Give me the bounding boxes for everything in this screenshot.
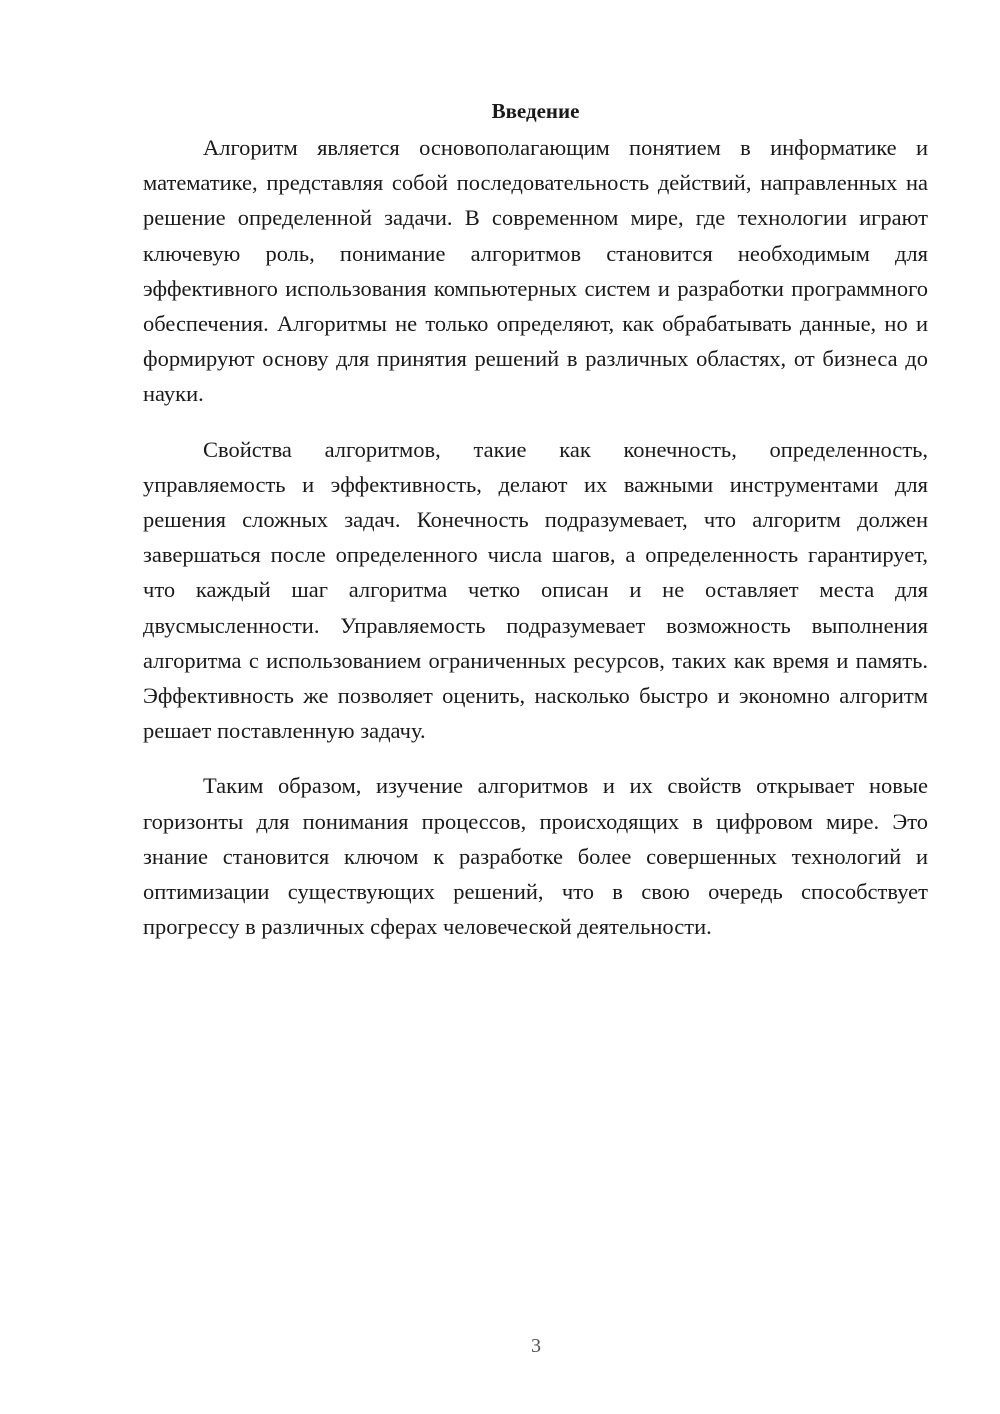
page-number: 3: [531, 1335, 541, 1357]
paragraph-conclusion: Таким образом, изучение алгоритмов и их свойств открывает новые горизонты для понимания процессов, происходящих в цифровом мире. Это знание становится ключом к разработке более совершенных технологий и оптимизации существующих решений, что в свою очередь способствует прогрессу в различных сферах человеческой деятельности.: [143, 773, 928, 940]
paragraph-properties: Свойства алгоритмов, такие как конечность, определенность, управляемость и эффективность, делают их важными инструментами для решения сложных задач. Конечность подразумевает, что алгоритм должен завершаться после определенного числа шагов, а определенность гарантирует, что каждый шаг алгоритма четко описан и не оставляет места для двусмысленности. Управляемость подразумевает возможность выполнения алгоритма с использованием ограниченных ресурсов, таких как время и память. Эффективность же позволяет оценить, насколько быстро и экономно алгоритм решает поставленную задачу.: [143, 436, 928, 744]
page-body: [143, 96, 928, 964]
paragraph-intro: Алгоритм является основополагающим понятием в информатике и математике, представляя собой последовательность действий, направленных на решение определенной задачи. В современном мире, где технологии играют ключевую роль, понимание алгоритмов становится необходимым для эффективного использования компьютерных систем и разработки программного обеспечения. Алгоритмы не только определяют, как обрабатывать данные, но и формируют основу для принятия решений в различных областях, от бизнеса до науки.: [143, 135, 928, 407]
page-title: Введение: [491, 99, 580, 123]
